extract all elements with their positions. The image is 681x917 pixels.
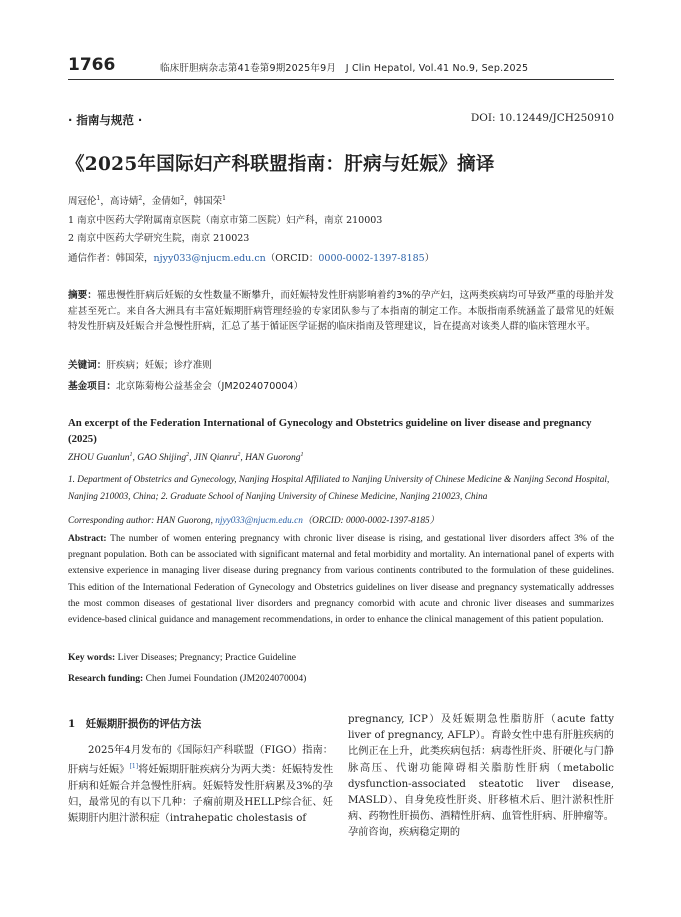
body-right-column xyxy=(348,712,614,842)
author-name: 高诗婧 xyxy=(109,196,139,208)
keywords-cn xyxy=(68,357,212,371)
funding-text: 北京陈菊梅公益基金会（JM2024070004） xyxy=(115,381,304,392)
orcid-close: ） xyxy=(424,253,435,264)
orcid-text: （ORCID: 0000-0002-1397-8185） xyxy=(302,516,439,526)
funding-en xyxy=(68,673,306,684)
author-affil-mark: 1 xyxy=(129,452,133,458)
body-paragraph xyxy=(68,743,333,827)
section-heading: 1 妊娠期肝损伤的评估方法 xyxy=(68,718,202,730)
author-name: 韩国荣 xyxy=(193,196,223,208)
author-affil-mark: 1 xyxy=(96,195,101,202)
section-label: · 指南与规范 · xyxy=(68,113,143,127)
corresponding-author-en xyxy=(68,512,439,526)
funding-label: 基金项目： xyxy=(68,381,116,392)
orcid-link[interactable]: 0000-0002-1397-8185 xyxy=(318,253,425,264)
abstract-cn xyxy=(68,288,614,335)
authors-en: ZHOU Guanlun$^1$, GAO Shijing$^2$, JIN Qianru$^2$, HAN Guorong$^1$ xyxy=(68,452,304,464)
authors-cn: 周冠伦$^1$，高诗婧$^2$，金倩如$^2$，韩国荣$^1$ xyxy=(68,195,226,208)
header-divider xyxy=(68,79,614,80)
corresponding-author-cn xyxy=(68,252,434,266)
author-affil-mark: 1 xyxy=(300,452,304,458)
author-name: ZHOU Guanlun xyxy=(68,453,130,464)
doi-text: DOI: 10.12449/JCH250910 xyxy=(470,112,614,124)
abstract-label: 摘要： xyxy=(68,290,97,301)
body-left-column xyxy=(68,716,333,827)
abstract-label: Abstract: xyxy=(68,534,107,544)
author-affil-mark: 2 xyxy=(138,195,143,202)
author-name: JIN Qianru xyxy=(193,453,238,464)
email-link[interactable]: njyy033@njucm.edu.cn xyxy=(153,253,266,264)
article-title-cn: 《2025年国际妇产科联盟指南：肝病与妊娠》摘译 xyxy=(66,154,495,175)
funding-cn xyxy=(68,378,303,392)
author-affil-mark: 2 xyxy=(237,452,241,458)
author-affil-mark: 1 xyxy=(222,195,226,202)
funding-text: Chen Jumei Foundation (JM2024070004) xyxy=(145,673,307,684)
affiliation-cn-2: 2 南京中医药大学研究生院，南京 210023 xyxy=(68,233,250,244)
paragraph-text: 将妊娠期肝脏疾病分为两大类：妊娠特发性肝病和妊娠合并急慢性肝病。妊娠特发性肝病累及3%的孕妇，最常见的有以下几种：子痫前期及HELLP综合征、妊娠期肝内胆汁淤积症（intrahepatic cholestasis of xyxy=(68,764,334,825)
paragraph-text: pregnancy, ICP）及妊娠期急性脂肪肝（acute fatty liver of pregnancy, AFLP）。育龄女性中患有肝脏疾病的比例正在上升，此类疾病包括：病毒性肝炎、肝硬化与门静脉高压、代谢功能障碍相关脂肪性肝病（metabolic dysfunction-associated steatotic liver disease, MASLD）、自身免疫性肝炎、肝移植术后、胆汁淤积性肝病、药物性肝损伤、酒精性肝病、血管性肝病、肝肿瘤等。孕前咨询，疾病稳定期的 xyxy=(348,714,614,839)
author-name: 周冠伦 xyxy=(68,196,97,208)
author-affil-mark: 2 xyxy=(186,452,190,458)
funding-label: Research funding: xyxy=(68,673,144,684)
keywords-label: 关键词： xyxy=(68,360,107,371)
abstract-text: 罹患慢性肝病后妊娠的女性数量不断攀升，而妊娠特发性肝病影响着约3%的孕产妇，这两类疾病均可导致严重的母胎并发症甚至死亡。来自各大洲具有丰富妊娠期肝病管理经验的专家团队参与了本指南的制定工作。本版指南系统涵盖了最常见的妊娠特发性肝病及妊娠合并急慢性肝病，汇总了基于循证医学证据的临床指南及管理建议，旨在提高对该类人群的临床管理水平。 xyxy=(68,290,615,332)
author-name: GAO Shijing xyxy=(137,453,187,464)
author-name: 金倩如 xyxy=(151,196,181,208)
orcid-label: （ORCID： xyxy=(265,253,319,264)
keywords-text: 肝疾病；妊娠；诊疗准则 xyxy=(106,360,212,371)
keywords-label: Key words: xyxy=(68,652,116,663)
corresponding-label: 通信作者：韩国荣， xyxy=(68,253,154,264)
abstract-en xyxy=(68,531,614,628)
affiliation-cn-1: 1 南京中医药大学附属南京医院（南京市第二医院）妇产科，南京 210003 xyxy=(68,215,383,226)
article-title-en: An excerpt of the Federation International of Gynecology and Obstetrics guideline on liver disease and pregnancy (2025) xyxy=(68,417,592,445)
email-link[interactable]: njyy033@njucm.edu.cn xyxy=(215,516,303,526)
doi xyxy=(471,112,614,124)
abstract-text: The number of women entering pregnancy with chronic liver disease is rising, and gestational liver disorders affect 3% of the pregnant population. Both can be associated with significant maternal and fetal morbidity and mortality. An international panel of experts with extensive experience in managing liver disease during pregnancy from various continents contributed to the formulation of these guidelines. This edition of the International Federation of Gynecology and Obstetrics guidelines on liver disease and pregnancy systematically addresses the most common diseases of gestational liver disorders and pregnancy comorbid with acute and chronic liver diseases and summarizes evidence-based clinical guidance and management recommendations, in order to enhance the clinical management of this patient population. xyxy=(68,534,614,626)
author-affil-mark: 2 xyxy=(180,195,185,202)
keywords-text: Liver Diseases; Pregnancy; Practice Guideline xyxy=(117,652,297,663)
paragraph-text: 2025年4月发布的《国际妇产科联盟（FIGO）指南：肝病与妊娠》 xyxy=(68,745,333,776)
keywords-en xyxy=(68,652,296,663)
author-name: HAN Guorong xyxy=(245,453,301,464)
page-number: 1766 xyxy=(68,55,116,75)
reference-link[interactable]: [1] xyxy=(129,763,139,771)
corresponding-label: Corresponding author: HAN Guorong, xyxy=(68,516,216,526)
affiliation-en: 1. Department of Obstetrics and Gynecology, Nanjing Hospital Affiliated to Nanjing University of Chinese Medicine & Nanjing Second Hospital, Nanjing 210003, China; 2. Graduate School of Nanjing University of Chinese Medicine, Nanjing 210023, China xyxy=(68,475,610,502)
journal-header: 临床肝胆病杂志第41卷第9期2025年9月 J Clin Hepatol, Vol.41 No.9, Sep.2025 xyxy=(160,63,529,74)
